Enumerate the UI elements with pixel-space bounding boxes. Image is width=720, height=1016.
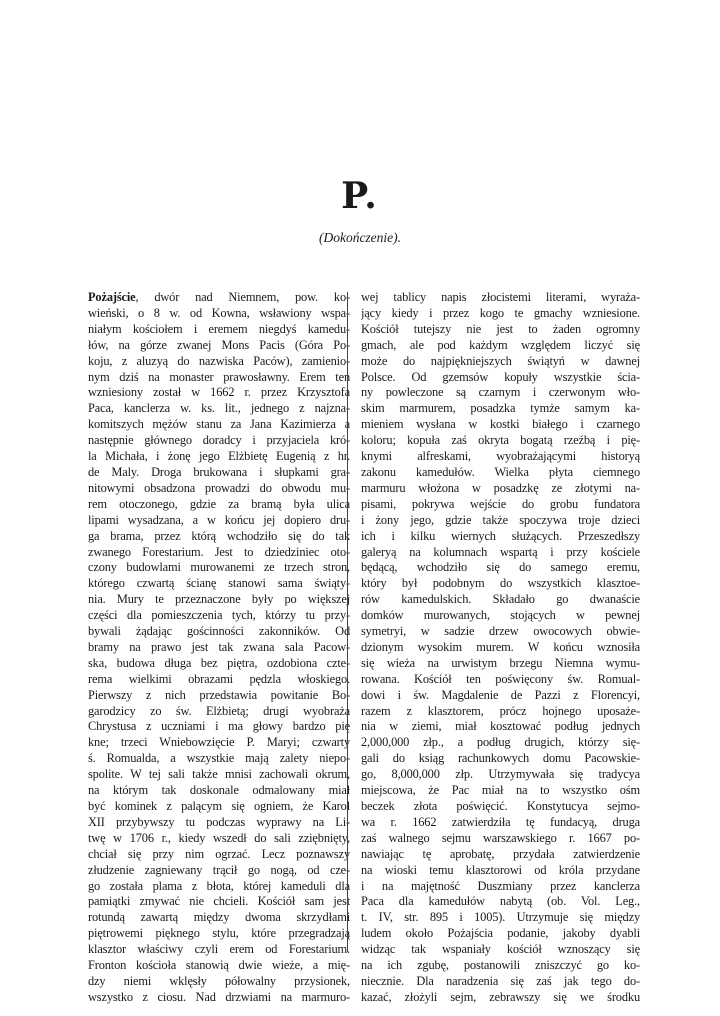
line-text: mieniem wysłana w kostki białego i czarnego <box>361 417 640 432</box>
line-text: miejscowa, że Pac miał na to wszystko ośm <box>361 783 640 798</box>
text-line <box>361 974 640 990</box>
line-text: Paca, kanclerza w. ks. lit., jednego z najzna- <box>88 401 350 416</box>
line-text: jący kiedy i przez kogo te gmachy wzniesione. <box>361 305 640 320</box>
line-text: domków murowanych, stojących w pewnej <box>361 608 640 623</box>
line-text: nym dziś na monaster prawosławny. Erem ten <box>88 369 350 384</box>
text-line <box>88 401 350 417</box>
text-line <box>361 385 640 401</box>
text-line <box>88 640 350 656</box>
line-text: , dwór nad Niemnem, pow. ko- <box>135 290 350 304</box>
text-line <box>361 608 640 624</box>
line-text: rowana. Kościół ten poświęcony św. Romual- <box>361 671 640 686</box>
line-text: rów kamedulskich. Składało go dwanaście <box>361 592 640 607</box>
text-line <box>88 433 350 449</box>
text-line <box>88 926 350 942</box>
text-line <box>88 385 350 401</box>
line-text: widząc tak wspaniały kościół wznoszący się <box>361 942 640 957</box>
line-text: dzy niemi wklęsły półowalny przysionek, <box>88 973 350 988</box>
text-line <box>361 465 640 481</box>
text-line <box>88 656 350 672</box>
line-text: ska, budowa długa bez piętra, ozdobiona czte- <box>88 655 350 670</box>
text-line <box>361 894 640 910</box>
line-text: klasztor właściwy czyli erem od Forestarium. <box>88 942 350 957</box>
line-text: nia. Mury te przeznaczone były po większej <box>88 592 350 607</box>
line-text: części dla pomieszczenia tych, którzy tu przy- <box>88 608 350 623</box>
text-line <box>88 863 350 879</box>
text-line <box>361 306 640 322</box>
line-text: niecznie. Dla naradzenia się zaś jak tego do- <box>361 973 640 988</box>
line-text: skim marmurem, posadzka tymże samym ka- <box>361 401 640 416</box>
line-text: bramy na prawo jest tak zwana sala Pacow- <box>88 639 350 654</box>
line-text: złudzenie zagniewany trącił go nogą, od cze- <box>88 862 350 877</box>
continuation-subtitle: (Dokończenie). <box>318 230 402 245</box>
line-text: garodzicy zo św. Elżbietą; drugi wyobraża <box>88 703 350 718</box>
line-text: może do najpiękniejszych świątyń w dawnej <box>361 353 640 368</box>
text-line <box>88 767 350 783</box>
text-line <box>361 863 640 879</box>
text-line <box>88 306 350 322</box>
line-text: gali do ksiąg rachunkowych domu Pacowskie- <box>361 751 640 766</box>
line-text: Chrystusa z uczniami i ma głowy bardzo pię <box>88 719 350 734</box>
text-line <box>88 751 350 767</box>
line-text: gmach, ale pod każdym względem liczyć się <box>361 337 640 352</box>
text-line <box>88 370 350 386</box>
line-text: XII przybywszy tu podczas wyprawy na Li- <box>88 814 350 829</box>
line-text: się wieża na urwistym brzegu Niemna wymu- <box>361 655 640 670</box>
line-text: wej tablicy napis złocistemi literami, wyraża- <box>361 290 640 304</box>
text-line <box>361 370 640 386</box>
text-line <box>361 529 640 545</box>
line-text: niałym kościołem i eremem niegdyś kamedu- <box>88 321 350 336</box>
text-line <box>361 545 640 561</box>
line-text: nitowymi obsadzona prowadzi do obwodu mu- <box>88 480 350 495</box>
text-line <box>88 847 350 863</box>
text-line <box>88 672 350 688</box>
line-text: dowi i św. Magdalenie de Pazzi z Florencyi, <box>361 687 640 702</box>
left-text-column <box>88 290 350 1004</box>
text-line <box>88 338 350 354</box>
line-text: wszystko z ciosu. Nad drzwiami na marmuro- <box>88 989 350 1004</box>
text-line <box>361 497 640 513</box>
text-line <box>88 545 350 561</box>
line-text: pisami, pokrywa wejście do grobu fundatora <box>361 496 640 511</box>
line-text: łów, na górze zwanej Mons Pacis (Góra Po- <box>88 337 350 352</box>
text-line <box>361 879 640 895</box>
line-text: go została plama z błota, której kameduli dla <box>88 878 350 893</box>
text-line <box>361 433 640 449</box>
text-line <box>361 338 640 354</box>
right-text-column <box>361 290 640 1004</box>
line-text: piętrowemi pięknego stylu, które przegradzają <box>88 926 350 941</box>
line-text: symetryi, w sadzie drzew owocowych obwie- <box>361 624 640 639</box>
entry-headword: Pożajście <box>88 290 136 304</box>
text-line <box>361 688 640 704</box>
line-text: będącą, wchodziło się do samego eremu, <box>361 560 640 575</box>
line-text: pamiątki zmywać nie chcieli. Kościół sam jest <box>88 894 350 909</box>
line-text: spolite. W tej sali także mnisi zachowali okrum, <box>88 767 350 782</box>
text-line <box>361 560 640 576</box>
line-text: wieński, o 8 w. od Kowna, wsławiony wspa- <box>88 305 350 320</box>
text-line <box>88 735 350 751</box>
line-text: la Michała, i żonę jego Elżbietę Eugenią z hr. <box>88 449 350 464</box>
text-line <box>361 783 640 799</box>
line-text: go, 8,000,000 złp. Utrzymywała się tradycya <box>361 767 640 782</box>
text-line <box>88 592 350 608</box>
text-line <box>361 449 640 465</box>
line-text: być kominek z palącym się ogniem, że Karol <box>88 799 350 813</box>
line-text: na ich zgubę, postanowili zniszczyć go ko- <box>361 958 640 973</box>
text-line <box>88 688 350 704</box>
text-line <box>361 735 640 751</box>
line-text: ś. Romualda, a wszystkie mają zalety niepo- <box>88 751 350 766</box>
text-line <box>361 656 640 672</box>
line-text: wa r. 1662 zatwierdziła tę fundacyą, druga <box>361 814 640 829</box>
line-text: i żony jego, gdzie także spoczywa troje dzieci <box>361 512 640 527</box>
line-text: bywali żądając gościnności zakonników. Od <box>88 624 350 639</box>
text-line <box>88 465 350 481</box>
line-text: i na majętność Duszmiany przez kanclerza <box>361 878 640 893</box>
line-text: dzionym wysokim murem. W końcu wznosiła <box>361 639 640 654</box>
text-line <box>88 974 350 990</box>
text-line <box>88 449 350 465</box>
line-text: koju, z aluzyą do nazwiska Paców), zamienio- <box>88 353 350 368</box>
section-letter-heading: P. <box>341 175 379 217</box>
text-line <box>88 894 350 910</box>
line-text: t. IV, str. 895 i 1005). Utrzymuje się między <box>361 910 640 925</box>
text-line <box>361 942 640 958</box>
text-line <box>361 417 640 433</box>
line-text: ich i kilku wiernych służących. Przeszedłszy <box>361 528 640 543</box>
line-text: następnie głównego doradcy i przyjaciela kró- <box>88 433 350 448</box>
line-text: marmuru włożona w posadzkę ze złotymi na- <box>361 480 640 495</box>
text-line <box>361 672 640 688</box>
line-text: beczek złota poświęcić. Konstytucya sejmo- <box>361 799 640 813</box>
line-text: rotundą zawartą między dwoma skrzydłami <box>88 910 350 925</box>
text-line <box>88 481 350 497</box>
text-line <box>88 290 350 306</box>
text-line <box>88 704 350 720</box>
line-text: kne; trzeci Wniebowzięcie P. Maryi; czwarty <box>88 735 350 750</box>
text-line <box>88 354 350 370</box>
line-text: Polsce. Od gzemsów kopuły wszystkie ścia- <box>361 369 640 384</box>
text-line <box>361 926 640 942</box>
text-line <box>88 719 350 735</box>
line-text: rema wielkimi obrazami pędzla włoskiego. <box>88 671 350 686</box>
text-line <box>361 990 640 1006</box>
text-line <box>88 910 350 926</box>
line-text: lipami wysadzana, a w końcu jej dopiero dru- <box>88 512 350 527</box>
text-line <box>88 624 350 640</box>
line-text: kazać, złożyli sejm, zebrawszy się we środku <box>361 989 640 1004</box>
text-line <box>361 958 640 974</box>
text-line <box>88 608 350 624</box>
text-line <box>361 847 640 863</box>
text-line <box>88 990 350 1006</box>
text-line <box>361 513 640 529</box>
line-text: galeryą na kolumnach wspartą i przy kościele <box>361 544 640 559</box>
line-text: zaś walnego sejmu warszawskiego r. 1667 po- <box>361 830 640 845</box>
line-text: czony budowlami murowanemi ze trzech stron, <box>88 560 350 575</box>
text-line <box>361 815 640 831</box>
line-text: chciał się przy nim ogrzać. Lecz poznawszy <box>88 846 350 861</box>
line-text: 2,000,000 złp., a podług drugich, którzy się- <box>361 735 640 750</box>
text-line <box>361 592 640 608</box>
text-line <box>88 831 350 847</box>
line-text: knymi alfreskami, wyobrażającymi historyą <box>361 449 640 464</box>
line-text: wzniesiony został w 1662 r. przez Krzysztofa <box>88 385 350 400</box>
text-line <box>88 322 350 338</box>
text-line <box>88 879 350 895</box>
text-line <box>88 417 350 433</box>
line-text: nia w ziemi, miał kosztować podług jednych <box>361 719 640 734</box>
text-line <box>361 831 640 847</box>
line-text: razem z klasztorem, prócz hojnego uposaże- <box>361 703 640 718</box>
text-line <box>361 767 640 783</box>
line-text: nawiając tę aprobatę, przydała zatwierdzenie <box>361 846 640 861</box>
text-line <box>88 529 350 545</box>
line-text: de Maly. Droga brukowana i słupkami gra- <box>88 464 350 479</box>
line-text: Paca dla kamedułów nabytą (ob. Vol. Leg., <box>361 894 640 909</box>
text-line <box>361 910 640 926</box>
text-line <box>361 719 640 735</box>
line-text: koloru; kopuła zaś okryta bogatą rzeźbą i pię- <box>361 433 640 448</box>
text-line <box>361 290 640 306</box>
line-text: komitszych mężów stanu za Jana Kazimierza a <box>88 417 350 432</box>
line-text: zwanego Forestarium. Jest to dziedziniec oto- <box>88 544 350 559</box>
line-text: który był podobnym do wszystkich klasztoe- <box>361 576 640 591</box>
text-line <box>361 704 640 720</box>
text-line <box>88 783 350 799</box>
line-text: ny powleczone są czarnym i czerwonym wło- <box>361 385 640 400</box>
line-text: twę w 1706 r., kiedy wszedł do sali zziębnięty, <box>88 830 350 845</box>
text-line <box>88 513 350 529</box>
text-line <box>361 322 640 338</box>
line-text: Kościół tutejszy nie jest to żaden ogromny <box>361 321 640 336</box>
line-text: na którym tak doskonale odmalowany miał <box>88 783 350 798</box>
text-line <box>361 799 640 815</box>
text-line <box>88 958 350 974</box>
line-text: rem otoczonego, gdzie za bramą była ulica <box>88 496 350 511</box>
text-line <box>88 560 350 576</box>
text-line <box>361 401 640 417</box>
text-line <box>361 751 640 767</box>
text-line <box>361 481 640 497</box>
line-text: Fronton kościoła stanowią dwie wieże, a mię- <box>88 958 350 973</box>
text-line <box>361 624 640 640</box>
line-text: zakonu kamedułów. Wielka płyta ciemnego <box>361 464 640 479</box>
line-text: ga brama, przez którą wchodziło się do tak <box>88 528 350 543</box>
text-line <box>361 640 640 656</box>
column-divider <box>347 292 348 952</box>
text-line <box>88 799 350 815</box>
text-line <box>88 815 350 831</box>
line-text: ludem około Pożajścia podanie, jakoby dyabli <box>361 926 640 941</box>
line-text: Pierwszy z nich przedstawia powitanie Bo- <box>88 687 350 702</box>
text-line <box>88 497 350 513</box>
text-line <box>88 942 350 958</box>
line-text: którego czwartą ścianę stanowi sama świąty- <box>88 576 350 591</box>
text-line <box>88 576 350 592</box>
line-text: na wioski temu klasztorowi od króla przydane <box>361 862 640 877</box>
text-line <box>361 354 640 370</box>
text-line <box>361 576 640 592</box>
